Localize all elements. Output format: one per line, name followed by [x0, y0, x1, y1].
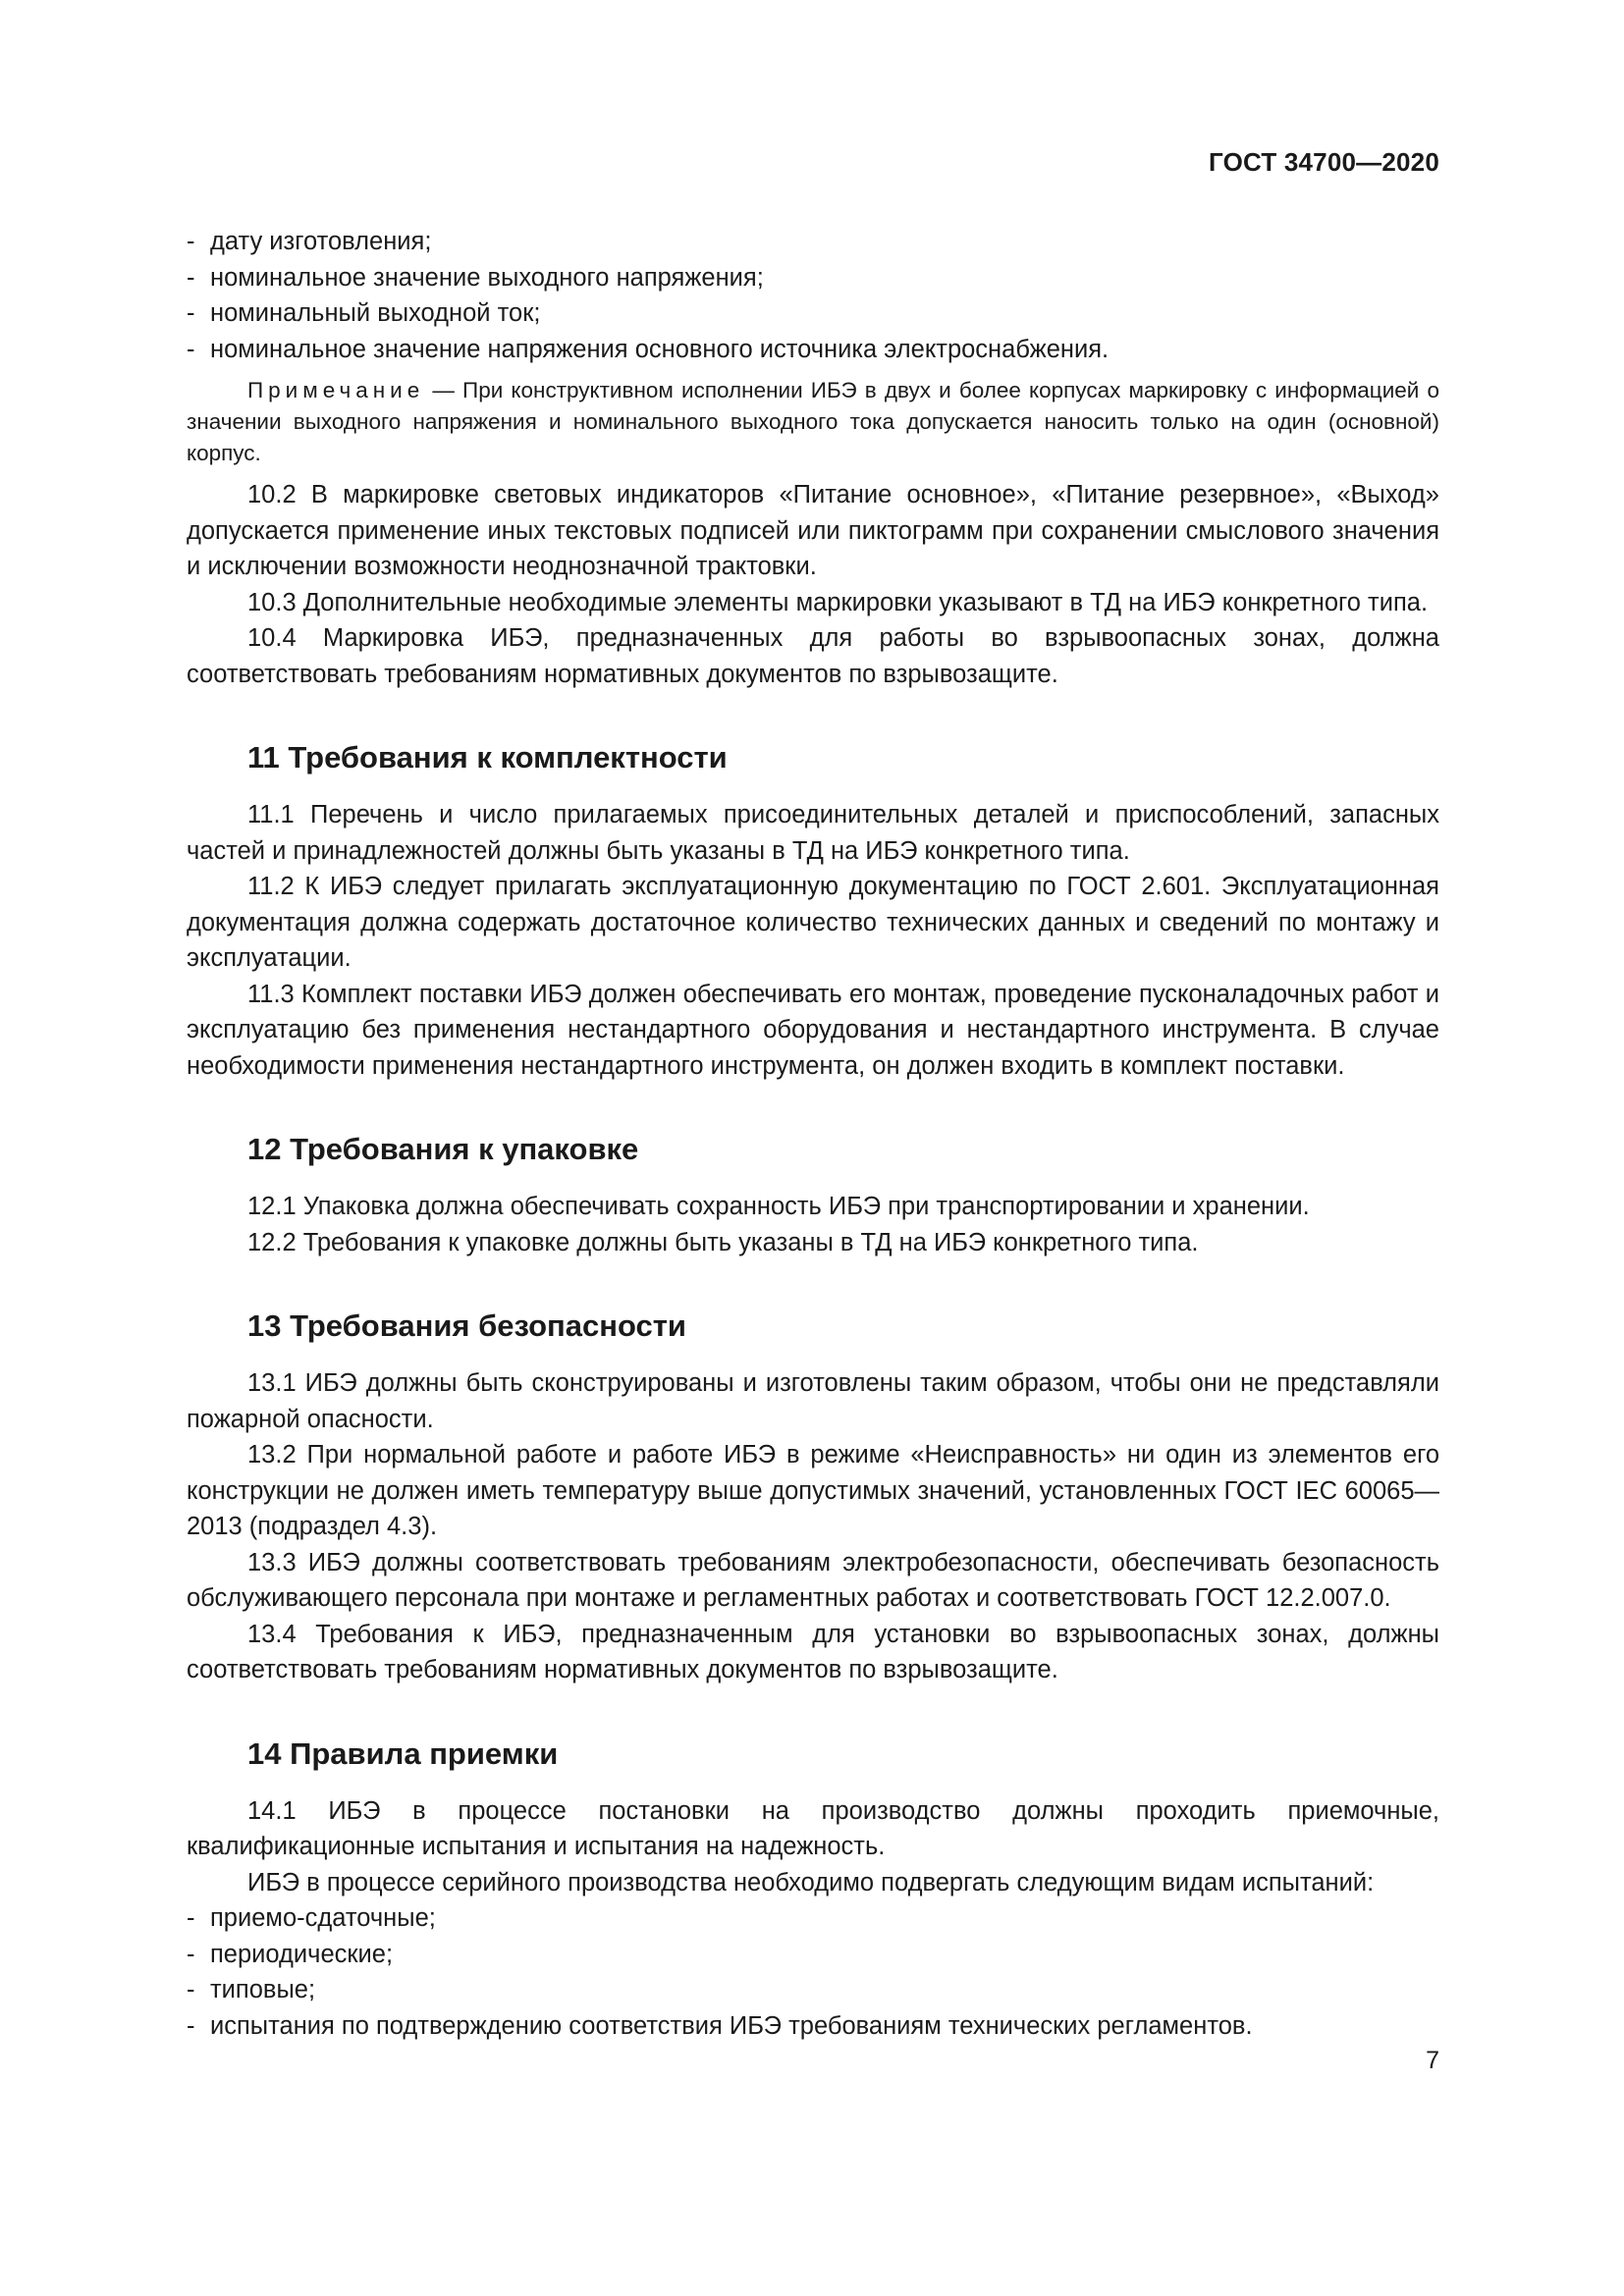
- paragraph-13-4: 13.4 Требования к ИБЭ, предназначенным для установки во взрывоопасных зонах, должны соответствовать требованиям нормативных документов по взрывозащите.: [187, 1620, 1439, 1683]
- paragraph-10-3: 10.3 Дополнительные необходимые элементы маркировки указывают в ТД на ИБЭ конкретного типа.: [247, 588, 1429, 616]
- paragraph-12-2: 12.2 Требования к упаковке должны быть указаны в ТД на ИБЭ конкретного типа.: [247, 1228, 1199, 1256]
- list-item: - номинальный выходной ток;: [187, 295, 1439, 332]
- list-item: - испытания по подтверждению соответствия ИБЭ требованиям технических регламентов.: [187, 2008, 1439, 2045]
- document-code-header: ГОСТ 34700—2020: [1209, 147, 1439, 177]
- dash-bullet: -: [187, 335, 195, 363]
- paragraph-11-2: 11.2 К ИБЭ следует прилагать эксплуатационную документацию по ГОСТ 2.601. Эксплуатационная документация должна содержать достаточное количество технических данных и сведений по монтажу и эксплуатации.: [187, 873, 1439, 972]
- dash-bullet: -: [187, 1904, 195, 1932]
- dash-bullet: -: [187, 2011, 195, 2040]
- list-item: - номинальное значение выходного напряжения;: [187, 260, 1439, 296]
- paragraph-14-intro: ИБЭ в процессе серийного производства необходимо подвергать следующим видам испытаний:: [247, 1868, 1375, 1896]
- list-item: - приемо-сдаточные;: [187, 1900, 1439, 1937]
- list-item: - дату изготовления;: [187, 224, 1439, 260]
- paragraph-13-3: 13.3 ИБЭ должны соответствовать требованиям электробезопасности, обеспечивать безопасность обслуживающего персонала при монтаже и регламентных работах и соответствовать ГОСТ 12.2.007.0.: [187, 1548, 1439, 1612]
- paragraph-13-2: 13.2 При нормальной работе и работе ИБЭ в режиме «Неисправность» ни один из элементов его конструкции не должен иметь температуру выше допустимых значений, установленных ГОСТ IEC 60065—2013 (подраздел 4.3).: [187, 1441, 1439, 1540]
- paragraph-11-3: 11.3 Комплект поставки ИБЭ должен обеспечивать его монтаж, проведение пусконаладочных работ и эксплуатацию без применения нестандартного оборудования и нестандартного инструмента. В случае необходимости применения нестандартного инструмента, он должен входить в комплект поставки.: [187, 980, 1439, 1080]
- document-page: [187, 0, 1439, 2296]
- top-list: [187, 224, 1439, 367]
- tests-list: [187, 1900, 1439, 2044]
- paragraph-14-1: 14.1 ИБЭ в процессе постановки на производство должны проходить приемочные, квалификационные испытания и испытания на надежность.: [187, 1796, 1439, 1860]
- paragraph-11-1: 11.1 Перечень и число прилагаемых присоединительных деталей и приспособлений, запасных частей и принадлежностей должны быть указаны в ТД на ИБЭ конкретного типа.: [187, 801, 1439, 865]
- dash-bullet: -: [187, 1940, 195, 1968]
- paragraph-10-2: 10.2 В маркировке световых индикаторов «Питание основное», «Питание резервное», «Выход» допускается применение иных текстовых подписей или пиктограмм при сохранении смыслового значения и исключении возможности неоднозначной трактовки.: [187, 481, 1439, 580]
- paragraph-13-1: 13.1 ИБЭ должны быть сконструированы и изготовлены таким образом, чтобы они не представляли пожарной опасности.: [187, 1369, 1439, 1433]
- dash-bullet: -: [187, 1976, 195, 2003]
- page-number: 7: [1426, 2047, 1439, 2074]
- section-14-heading: 14 Правила приемки: [247, 1735, 559, 1771]
- list-item: - периодические;: [187, 1937, 1439, 1973]
- section-12-heading: 12 Требования к упаковке: [247, 1132, 639, 1166]
- section-13-heading: 13 Требования безопасности: [247, 1308, 686, 1343]
- paragraph-10-4: 10.4 Маркировка ИБЭ, предназначенных для работы во взрывоопасных зонах, должна соответствовать требованиям нормативных документов по взрывозащите.: [187, 624, 1439, 688]
- paragraph-12-1: 12.1 Упаковка должна обеспечивать сохранность ИБЭ при транспортировании и хранении.: [247, 1193, 1310, 1220]
- dash-bullet: -: [187, 299, 195, 327]
- dash-bullet: -: [187, 263, 195, 292]
- note-text: — При конструктивном исполнении ИБЭ в двух и более корпусах маркировку с информацией о значении выходного напряжения и номинального выходного тока допускается наносить только на один (основной) корпус.: [187, 378, 1439, 465]
- document-body: [187, 224, 1439, 2044]
- list-item: - номинальное значение напряжения основного источника электроснабжения.: [187, 332, 1439, 368]
- list-item: - типовые;: [187, 1972, 1439, 2008]
- note-label: Примечание: [247, 378, 425, 402]
- note-paragraph: [187, 375, 1439, 469]
- section-11-heading: 11 Требования к комплектности: [247, 740, 728, 774]
- dash-bullet: -: [187, 228, 195, 255]
